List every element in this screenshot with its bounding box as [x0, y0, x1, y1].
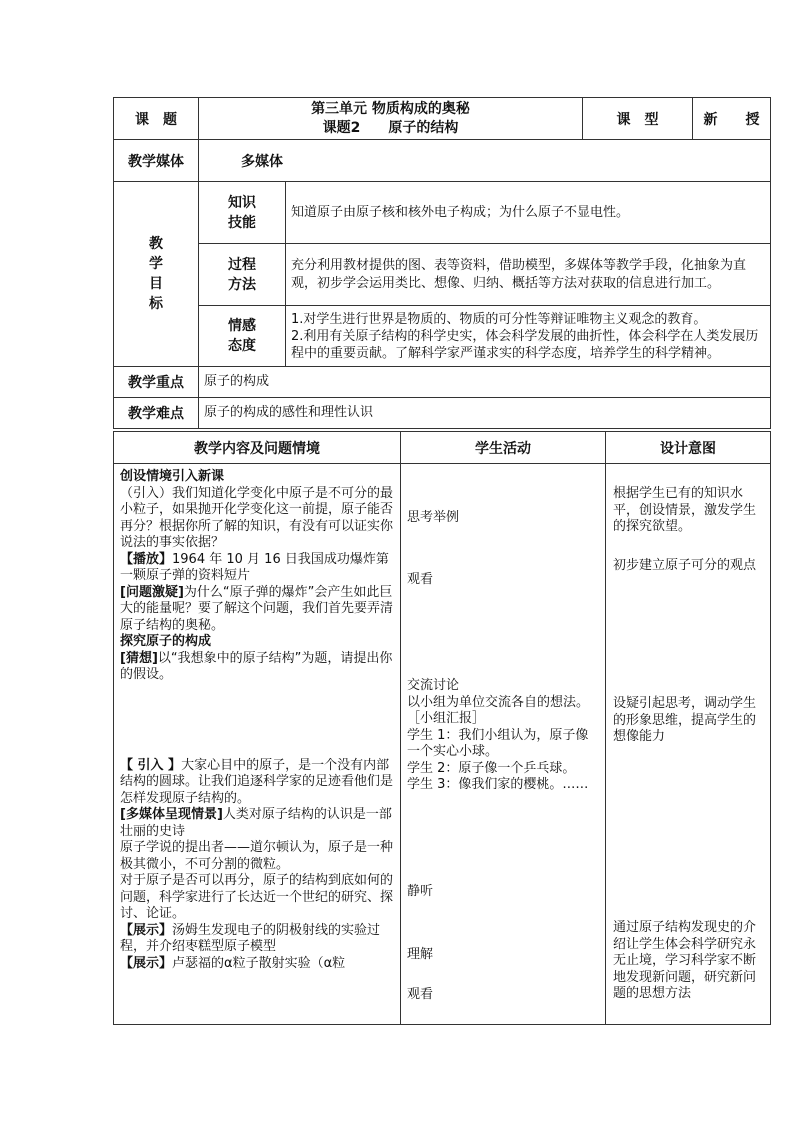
intent-imagine: 设疑引起思考，调动学生的形象思维，提高学生的想像能力 — [613, 696, 757, 744]
activity-watch: 观看 — [407, 572, 434, 587]
intent-cell — [606, 464, 771, 1025]
question-paragraph — [120, 585, 395, 635]
goals-label — [114, 182, 199, 367]
dalton-paragraph: 原子学说的提出者——道尔顿认为，原子是一种极其微小，不可分割的微粒。 — [120, 840, 394, 872]
tag: 【展示】 — [120, 955, 173, 971]
goal-knowledge-text: 知道原子由原子核和核外电子构成；为什么原子不显电性。 — [286, 182, 771, 244]
goals-label-char: 目 — [149, 276, 163, 292]
thomson-paragraph — [120, 923, 395, 956]
goal-process-label — [199, 244, 286, 306]
difficulty-label: 教学难点 — [114, 398, 199, 429]
play-paragraph — [120, 552, 395, 585]
guess-paragraph — [120, 651, 395, 684]
paragraph-text: 以“我想象中的原子结构”为题，请提出你的假设。 — [120, 650, 393, 682]
key-point-value: 原子的构成 — [199, 367, 771, 398]
research-paragraph: 对于原子是否可以再分，原子的结构到底如何的问题，科学家进行了长达近一个世纪的研究、探讨、论证。 — [120, 873, 394, 921]
tag: [猜想] — [120, 650, 158, 666]
tag: 【展示】 — [120, 922, 173, 938]
paragraph-text: 大家心目中的原子，是一个没有内部结构的圆球。让我们追逐科学家的足迹看他们是怎样发现原子结构的。 — [120, 757, 394, 806]
activity-line: 交流讨论 — [407, 678, 460, 693]
tag: [多媒体呈现情景] — [120, 807, 223, 822]
activity-line: 以小组为单位交流各自的想法。 — [407, 694, 590, 710]
tag: [问题激疑] — [120, 584, 184, 600]
paragraph-text: 人类对原子结构的认识是一部壮丽的史诗 — [120, 807, 392, 839]
paragraph-text: 卢瑟福的α粒子散射实验（α粒 — [172, 955, 346, 971]
activity-line: 学生 3：像我们家的樱桃。…… — [407, 777, 589, 792]
lesson-info-table — [113, 97, 771, 429]
intro-paragraph: （引入）我们知道化学变化中原子是不可分的最小粒子，如果抛开化学变化这一前提，原子能否再分？根据你所了解的知识，有没有可以证实你说法的事实依据？ — [120, 485, 394, 550]
content-cell — [114, 464, 401, 1025]
rutherford-paragraph — [120, 956, 395, 973]
media-value: 多媒体 — [199, 140, 771, 182]
media-label: 教学媒体 — [114, 140, 199, 182]
section-title: 创设情境引入新课 — [120, 469, 225, 484]
media-scene-paragraph — [120, 807, 395, 840]
goal-label-line: 技能 — [228, 214, 256, 231]
section-title: 探究原子的构成 — [120, 634, 212, 649]
intent-motivate: 根据学生已有的知识水平，创设情景，激发学生的探究欲望。 — [613, 486, 757, 534]
tag: 【 引入 】 — [120, 757, 182, 773]
column-header-content: 教学内容及问题情境 — [114, 432, 401, 464]
activity-understand: 理解 — [407, 947, 434, 962]
goal-label-line: 过程 — [228, 256, 256, 273]
lesson-title-line1: 第三单元 物质构成的奥秘 — [311, 100, 470, 117]
goal-emotion-line: 2.利用有关原子结构的科学史实，体会科学发展的曲折性，体会科学在人类发展历程中的重要贡献。了解科学家严谨求实的科学态度，培养学生的科学精神。 — [291, 328, 759, 361]
key-point-label: 教学重点 — [114, 367, 199, 398]
goal-label-line: 情感 — [228, 318, 256, 334]
spacer — [120, 684, 395, 758]
goal-emotion-text — [286, 306, 771, 367]
activity-line: 学生 2：原子像一个乒乓球。 — [407, 760, 576, 776]
paragraph-text: 汤姆生发现电子的阴极射线的实验过程，并介绍枣糕型原子模型 — [120, 922, 381, 954]
activity-line: 学生 1：我们小组认为，原子像一个实心小球。 — [407, 727, 589, 759]
lead-in-paragraph — [120, 758, 395, 808]
column-header-intent: 设计意图 — [606, 432, 771, 464]
goal-process-text: 充分利用教材提供的图、表等资料，借助模型，多媒体等教学手段，化抽象为直观，初步学会运用类比、想像、归纳、概括等方法对获取的信息进行加工。 — [286, 244, 771, 306]
activity-discussion — [407, 678, 601, 794]
difficulty-value: 原子的构成的感性和理性认识 — [199, 398, 771, 429]
goal-label-line: 态度 — [228, 338, 256, 354]
activity-cell — [401, 464, 606, 1025]
activity-listen: 静听 — [407, 884, 434, 899]
tag: 【播放】 — [120, 551, 173, 567]
goals-label-char: 标 — [149, 296, 163, 312]
lesson-process-table — [113, 431, 771, 1025]
type-value: 新 授 — [693, 98, 771, 140]
goals-label-char: 学 — [149, 256, 163, 272]
lesson-title — [199, 98, 583, 140]
column-header-activity: 学生活动 — [401, 432, 606, 464]
type-label: 课 型 — [583, 98, 693, 140]
paragraph-text: 为什么“原子弹的爆炸”会产生如此巨大的能量呢？要了解这个问题，我们首先要弄清原子结构的奥秘。 — [120, 584, 394, 633]
activity-observe: 观看 — [407, 987, 434, 1002]
goal-emotion-line: 1.对学生进行世界是物质的、物质的可分性等辩证唯物主义观念的教育。 — [291, 311, 707, 327]
paragraph-text: 1964 年 10 月 16 日我国成功爆炸第一颗原子弹的资料短片 — [120, 551, 389, 583]
intent-history: 通过原子结构发现史的介绍让学生体会科学研究永无止境，学习科学家不断地发现新问题，研究新问题的思想方法 — [613, 920, 757, 1001]
goal-label-line: 知识 — [228, 194, 256, 211]
goals-label-char: 教 — [149, 236, 163, 252]
goal-knowledge-label — [199, 182, 286, 244]
intent-divisible: 初步建立原子可分的观点 — [613, 558, 757, 573]
goal-label-line: 方法 — [228, 276, 256, 293]
goal-emotion-label — [199, 306, 286, 367]
lesson-title-line2: 课题2 原子的结构 — [322, 119, 459, 136]
activity-line: ［小组汇报］ — [407, 711, 486, 726]
topic-label: 课 题 — [114, 98, 199, 140]
activity-think: 思考举例 — [407, 510, 460, 525]
